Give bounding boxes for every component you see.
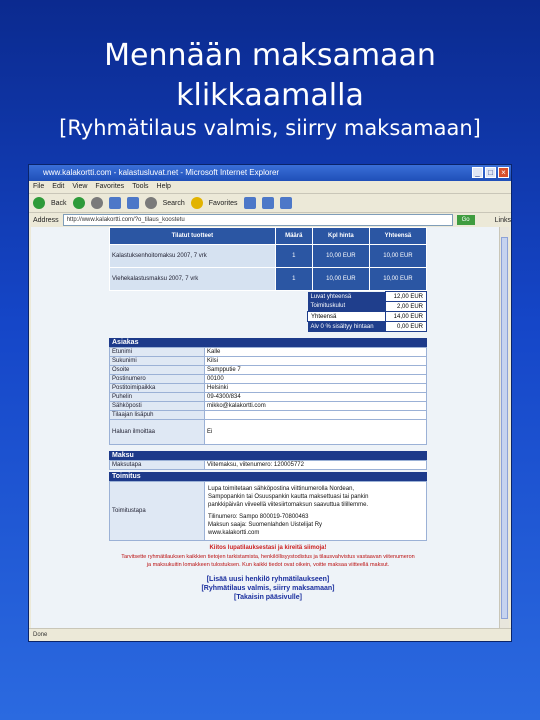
order-item: Kalastuksenhoitomaksu 2007, 7 vrk: [110, 245, 276, 268]
totals-label: Luvat yhteensä: [308, 292, 386, 302]
add-person-link[interactable]: [Lisää uusi henkilö ryhmätilaukseen]: [206, 576, 330, 583]
table-row: [110, 402, 427, 411]
delivery-heading: Toimitus: [109, 472, 427, 481]
menu-bar: [29, 181, 511, 193]
order-header-unit: Kpl hinta: [312, 228, 369, 245]
table-row: [110, 482, 427, 541]
order-qty: 1: [275, 268, 312, 291]
menu-favorites[interactable]: Favorites: [95, 183, 125, 190]
history-icon[interactable]: [244, 197, 256, 209]
back-to-main-link[interactable]: [Takaisin pääsivulle]: [234, 594, 302, 601]
field-value: [205, 411, 427, 420]
payment-label: Maksutapa: [110, 461, 205, 470]
field-label: Sähköposti: [110, 402, 205, 411]
field-value: mikko@kalakortti.com: [205, 402, 427, 411]
refresh-icon[interactable]: [109, 197, 121, 209]
order-unit: 10,00 EUR: [312, 268, 369, 291]
search-icon[interactable]: [145, 197, 157, 209]
minimize-button[interactable]: _: [472, 167, 483, 178]
field-label: Haluan ilmoittaa: [110, 420, 205, 445]
menu-help[interactable]: Help: [156, 183, 171, 190]
table-row: [110, 411, 427, 420]
order-unit: 10,00 EUR: [312, 245, 369, 268]
delivery-label: Toimitustapa: [110, 482, 205, 541]
menu-view[interactable]: View: [72, 183, 88, 190]
table-row: [110, 375, 427, 384]
table-row: [110, 348, 427, 357]
action-links: [109, 575, 427, 602]
address-bar: [29, 212, 511, 227]
table-row: [110, 420, 427, 445]
scrollbar-thumb[interactable]: [501, 237, 508, 619]
search-label[interactable]: Search: [162, 199, 185, 207]
field-value: Kilsi: [205, 357, 427, 366]
thanks-message: Kiitos lupatilauksestasi ja kireitä siimoja!: [209, 545, 327, 551]
table-row: [110, 461, 427, 470]
mail-icon[interactable]: [262, 197, 274, 209]
favorites-label[interactable]: Favorites: [208, 199, 238, 207]
table-row: [110, 357, 427, 366]
toolbar: [29, 193, 511, 212]
status-bar: Done: [29, 628, 511, 641]
page-viewport: [31, 227, 499, 629]
payment-heading: Maksu: [109, 451, 427, 460]
field-value: 00100: [205, 375, 427, 384]
delivery-line: Lupa toimitetaan sähköpostina viittinumerolla Nordean,: [208, 486, 355, 492]
field-value: Kalle: [205, 348, 427, 357]
maximize-button[interactable]: □: [485, 167, 496, 178]
delivery-line: Tilinumero: Sampo 800019-70800463: [208, 514, 309, 520]
payment-table: [109, 460, 427, 470]
delivery-line: Sampopankin tai Osuuspankin kautta maksettuasi tai pankin: [208, 494, 369, 500]
stop-icon[interactable]: [91, 197, 103, 209]
table-row: [110, 245, 427, 268]
address-input[interactable]: http://www.kalakortti.com/?o_tilaus_koostetu: [63, 214, 453, 226]
proceed-to-payment-link[interactable]: [Ryhmätilaus valmis, siirry maksamaan]: [201, 585, 335, 592]
order-item: Viehekalastusmaksu 2007, 7 vrk: [110, 268, 276, 291]
totals-value: 14,00 EUR: [386, 312, 427, 322]
favorites-icon[interactable]: [191, 197, 203, 209]
delivery-line: pankkipäivän viiveellä viitesiirtomaksun saavuttua tilillemme.: [208, 502, 369, 508]
links-label[interactable]: Links: [494, 216, 511, 224]
menu-file[interactable]: File: [33, 183, 45, 190]
field-label: Sukunimi: [110, 357, 205, 366]
field-value: 09-4300/834: [205, 393, 427, 402]
order-total: 10,00 EUR: [369, 245, 426, 268]
order-total: 10,00 EUR: [369, 268, 426, 291]
customer-table: [109, 347, 427, 445]
table-row: [110, 366, 427, 375]
table-row: [110, 268, 427, 291]
totals-label: Yhteensä: [308, 312, 386, 322]
slide-title-line-1: Mennään maksamaan: [104, 38, 436, 73]
field-value: Helsinki: [205, 384, 427, 393]
home-icon[interactable]: [127, 197, 139, 209]
back-label[interactable]: Back: [51, 199, 67, 207]
delivery-line: www.kalakortti.com: [208, 530, 260, 536]
close-button[interactable]: ×: [498, 167, 509, 178]
table-row: [110, 393, 427, 402]
delivery-line: Maksun saaja: Suomenlahden Uistelijat Ry: [208, 522, 323, 528]
field-value: Sampputie 7: [205, 366, 427, 375]
order-header-qty: Määrä: [275, 228, 312, 245]
order-table: [109, 227, 427, 291]
customer-heading: Asiakas: [109, 338, 427, 347]
window-titlebar: [29, 165, 511, 181]
totals-value: 0,00 EUR: [386, 322, 427, 332]
field-label: Postinumero: [110, 375, 205, 384]
field-label: Osoite: [110, 366, 205, 375]
print-icon[interactable]: [280, 197, 292, 209]
notice-text: Tarvitsette ryhmätilauksen kaikkien tietojen tarkistamista, henkilöllisyystodistus ja tilausvahvistus vastaavan viitenumeron ja maksukuitin lomakkeen tulostuksen. Kun kaikki tiedot ovat oikein, voitte maksaa viitteellä maksut.: [121, 554, 415, 568]
vertical-scrollbar[interactable]: [499, 227, 509, 629]
slide-title: [0, 36, 540, 116]
order-qty: 1: [275, 245, 312, 268]
field-value: Ei: [205, 420, 427, 445]
order-header-products: Tilatut tuotteet: [110, 228, 276, 245]
go-button[interactable]: Go: [457, 215, 475, 225]
slide-subtitle: [Ryhmätilaus valmis, siirry maksamaan]: [59, 116, 481, 140]
slide-title-line-2: klikkaamalla: [176, 78, 364, 113]
totals-label: Alv 0 % sisältyy hintaan: [308, 322, 386, 332]
field-label: Tilaajan lisäpuh: [110, 411, 205, 420]
totals-table: [307, 291, 427, 332]
field-label: Puhelin: [110, 393, 205, 402]
menu-edit[interactable]: Edit: [52, 183, 65, 190]
window-title: www.kalakortti.com - kalastusluvat.net - Microsoft Internet Explorer: [43, 168, 280, 177]
delivery-table: [109, 481, 427, 541]
totals-label: Toimituskulut: [308, 302, 386, 312]
menu-tools[interactable]: Tools: [132, 183, 149, 190]
table-row: [110, 384, 427, 393]
field-label: Etunimi: [110, 348, 205, 357]
back-icon[interactable]: [33, 197, 45, 209]
field-label: Postitoimipaikka: [110, 384, 205, 393]
delivery-info: [205, 482, 427, 541]
totals-value: 12,00 EUR: [386, 292, 427, 302]
browser-window: [28, 164, 512, 642]
totals-value: 2,00 EUR: [386, 302, 427, 312]
payment-value: Viitemaksu, viitenumero: 120005772: [205, 461, 427, 470]
order-header-total: Yhteensä: [369, 228, 426, 245]
address-label: Address: [33, 216, 59, 224]
forward-icon[interactable]: [73, 197, 85, 209]
page-content: [109, 227, 427, 602]
